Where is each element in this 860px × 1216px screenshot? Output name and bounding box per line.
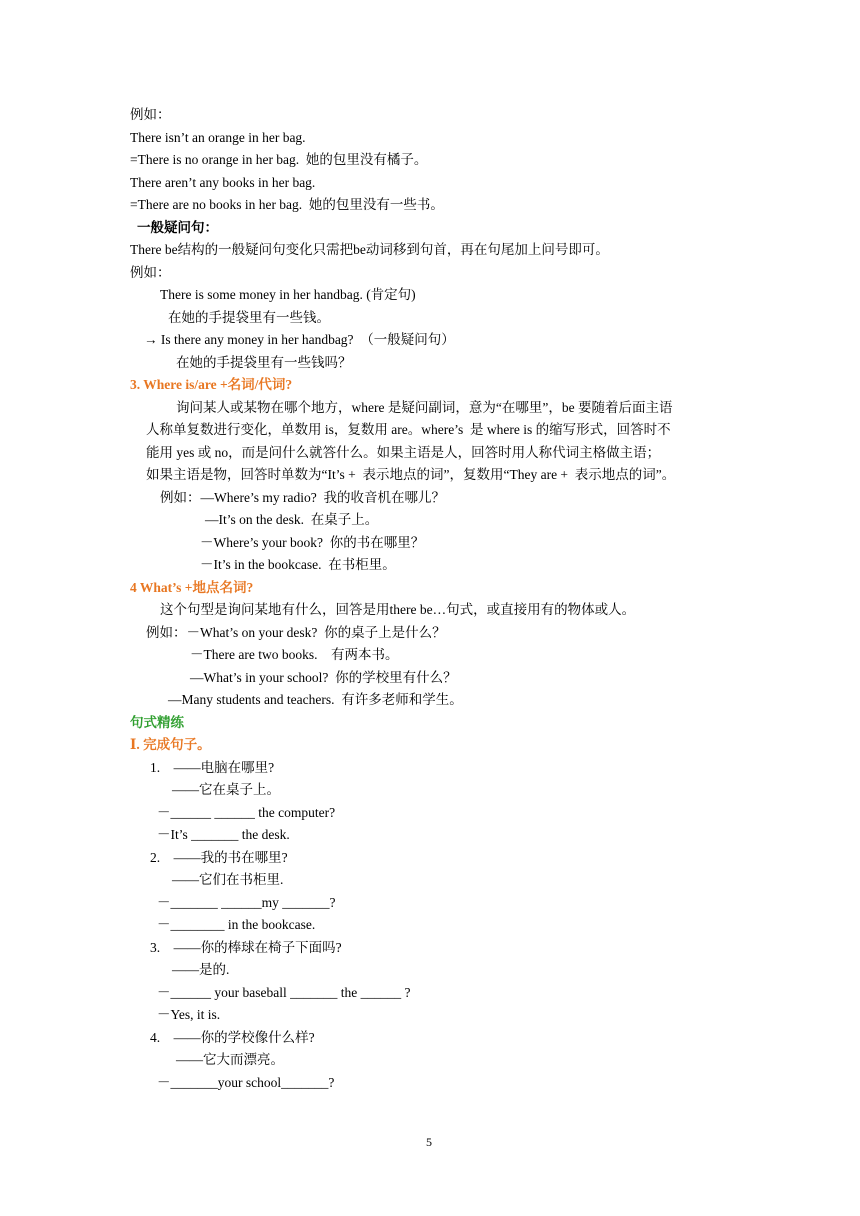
exercise-answer: ——是的.: [172, 962, 230, 977]
text-line: 例如：—Where’s my radio? 我的收音机在哪儿？: [160, 490, 445, 505]
exercise-answer: ——它在桌子上。: [172, 782, 280, 797]
page-number: 5: [426, 1135, 432, 1149]
text-line: 在她的手提袋里有一些钱。: [168, 310, 330, 325]
text-line: 能用 yes 或 no，而是问什么就答什么。如果主语是人，回答时用人称代词主格做主语；: [146, 445, 661, 460]
text-line: 询问某人或某物在哪个地方，where 是疑问副词，意为“在哪里”，be 要随着后面主语: [176, 400, 673, 415]
text-line: → Is there any money in her handbag? （一般疑问句）: [144, 332, 455, 347]
exercise-heading: Ⅰ. 完成句子。: [130, 737, 211, 752]
text-line: —It’s on the desk. 在桌子上。: [205, 512, 379, 527]
text-line: =There are no books in her bag. 她的包里没有一些书。: [130, 197, 444, 212]
section-heading: 4 What’s +地点名词?: [130, 580, 254, 595]
exercise-blank-line: －It’s _______ the desk.: [157, 827, 290, 842]
exercise-question: 3. ——你的棒球在椅子下面吗?: [150, 940, 342, 955]
text-line: 例如：: [130, 107, 171, 122]
text-line: There is some money in her handbag. (肯定句): [160, 287, 416, 302]
exercise-blank-line: －_______ ______my _______?: [157, 895, 336, 910]
text-line: 如果主语是物，回答时单数为“It’s + 表示地点的词”，复数用“They are + 表示地点的词”。: [146, 467, 676, 482]
text-line: －There are two books. 有两本书。: [190, 647, 399, 662]
text-line: There be结构的一般疑问句变化只需把be动词移到句首，再在句尾加上问号即可。: [130, 242, 609, 257]
text-line: There isn’t an orange in her bag.: [130, 130, 306, 145]
exercise-blank-line: －______ your baseball _______ the ______ ?: [157, 985, 411, 1000]
text-line: 例如：－What’s on your desk? 你的桌子上是什么？: [146, 625, 446, 640]
exercise-answer: ——它大而漂亮。: [176, 1052, 284, 1067]
section-heading: 一般疑问句：: [137, 220, 218, 235]
text-line: －Where’s your book? 你的书在哪里？: [200, 535, 425, 550]
text-line: 人称单复数进行变化，单数用 is，复数用 are。where’s 是 where is 的缩写形式，回答时不: [146, 422, 671, 437]
text-line: 这个句型是询问某地有什么，回答是用there be…句式，或直接用有的物体或人。: [160, 602, 636, 617]
exercise-question: 1. ——电脑在哪里?: [150, 760, 275, 775]
section-heading: 3. Where is/are +名词/代词?: [130, 377, 293, 392]
exercise-question: 2. ——我的书在哪里?: [150, 850, 288, 865]
text-line: 在她的手提袋里有一些钱吗？: [176, 355, 352, 370]
exercise-blank-line: －________ in the bookcase.: [157, 917, 316, 932]
text-line: There aren’t any books in her bag.: [130, 175, 316, 190]
exercise-answer: ——它们在书柜里.: [172, 872, 284, 887]
text-line: －It’s in the bookcase. 在书柜里。: [200, 557, 396, 572]
text-line: 例如：: [130, 265, 171, 280]
exercise-question: 4. ——你的学校像什么样?: [150, 1030, 315, 1045]
exercise-blank-line: －_______your school_______?: [157, 1075, 335, 1090]
text-line: —What’s in your school? 你的学校里有什么？: [190, 670, 457, 685]
text-line: —Many students and teachers. 有许多老师和学生。: [168, 692, 463, 707]
exercise-blank-line: －______ ______ the computer?: [157, 805, 336, 820]
section-heading: 句式精练: [130, 715, 184, 730]
exercise-blank-line: －Yes, it is.: [157, 1007, 221, 1022]
text-line: =There is no orange in her bag. 她的包里没有橘子。: [130, 152, 428, 167]
